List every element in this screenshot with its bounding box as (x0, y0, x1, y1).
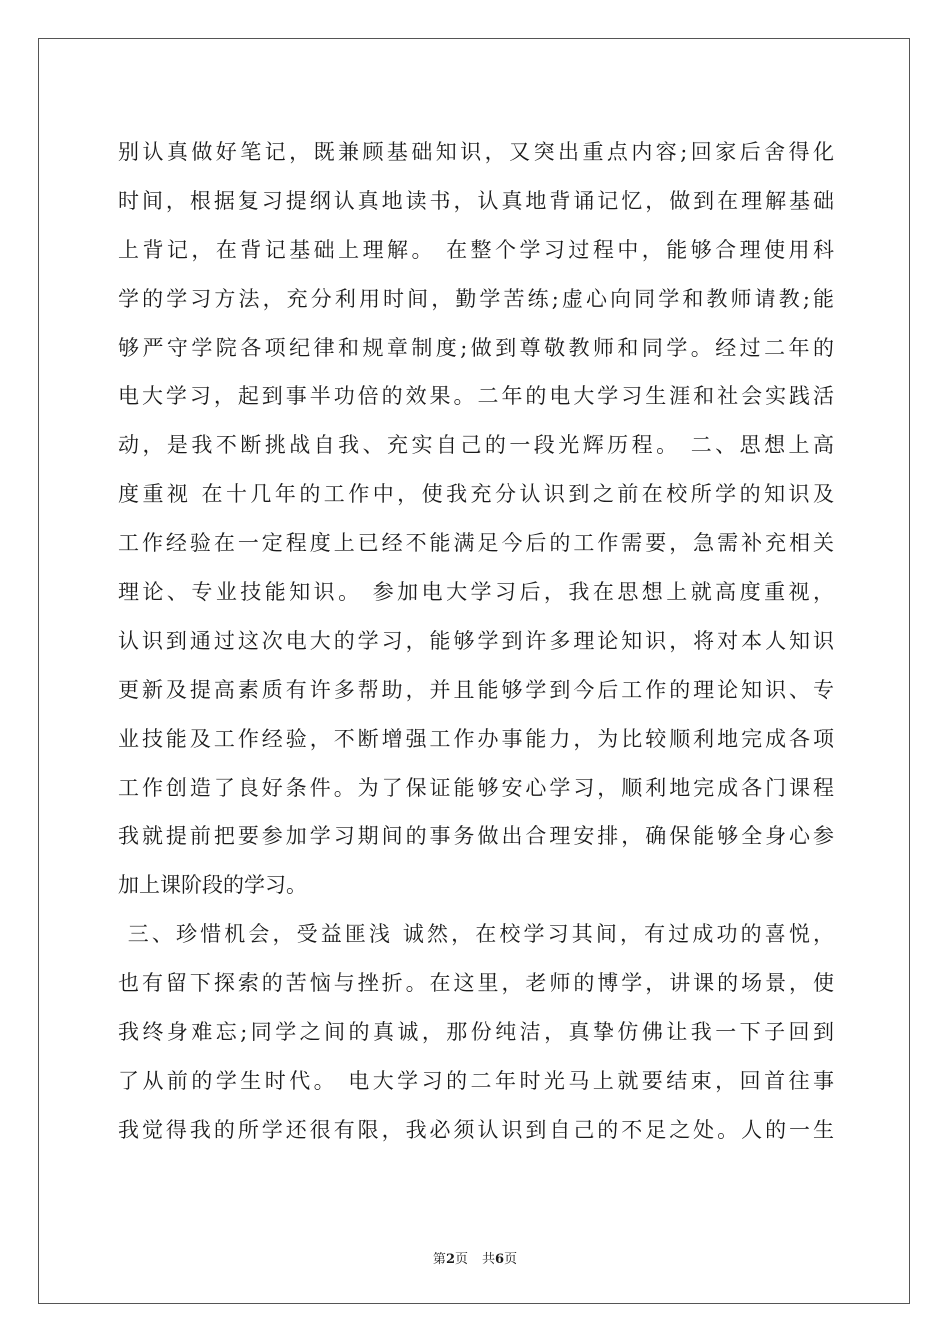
text-line-7: 动，是我不断挑战自我、充实自己的一段光辉历程。 二、思想上高 (118, 433, 834, 458)
text-line-1: 别认真做好笔记，既兼顾基础知识，又突出重点内容;回家后舍得化 (118, 140, 834, 164)
total-pages: 6 (495, 1252, 505, 1267)
text-line-9: 工作经验在一定程度上已经不能满足今后的工作需要，急需补充相关 (118, 531, 834, 556)
page-number: 2 (445, 1252, 455, 1267)
text-line-6: 电大学习，起到事半功倍的效果。二年的电大学习生涯和社会实践活 (118, 384, 834, 409)
text-line-16: 加上课阶段的学习。 (118, 873, 307, 898)
text-line-17: 三、珍惜机会，受益匪浅 诚然，在校学习其间，有过成功的喜悦， (118, 922, 834, 947)
total-suffix: 页 (504, 1252, 518, 1267)
text-line-18: 也有留下探索的苦恼与挫折。在这里，老师的博学，讲课的场景，使 (118, 971, 834, 996)
text-line-19: 我终身难忘;同学之间的真诚，那份纯洁，真挚仿佛让我一下子回到 (118, 1020, 834, 1045)
text-line-21: 我觉得我的所学还很有限，我必须认识到自己的不足之处。人的一生 (118, 1117, 834, 1142)
text-line-2: 时间，根据复习提纲认真地读书，认真地背诵记忆，做到在理解基础 (118, 188, 834, 213)
text-line-11: 认识到通过这次电大的学习，能够学到许多理论知识，将对本人知识 (118, 628, 834, 653)
text-line-10: 理论、专业技能知识。 参加电大学习后，我在思想上就高度重视， (118, 580, 834, 605)
page-suffix: 页 (454, 1252, 468, 1267)
text-line-5: 够严守学院各项纪律和规章制度;做到尊敬教师和同学。经过二年的 (118, 335, 834, 360)
text-line-4: 学的学习方法，充分利用时间，勤学苦练;虚心向同学和教师请教;能 (118, 286, 834, 311)
text-line-15: 我就提前把要参加学习期间的事务做出合理安排，确保能够全身心参 (118, 824, 834, 849)
total-prefix: 共 (482, 1252, 496, 1267)
text-line-14: 工作创造了良好条件。为了保证能够安心学习，顺利地完成各门课程 (118, 775, 834, 800)
page-prefix: 第 (432, 1252, 446, 1267)
text-line-20: 了从前的学生时代。 电大学习的二年时光马上就要结束，回首往事 (118, 1068, 834, 1093)
text-line-12: 更新及提高素质有许多帮助，并且能够学到今后工作的理论知识、专 (118, 677, 834, 702)
page-footer (0, 1248, 950, 1267)
text-line-8: 度重视 在十几年的工作中，使我充分认识到之前在校所学的知识及 (118, 482, 834, 507)
text-line-3: 上背记，在背记基础上理解。 在整个学习过程中，能够合理使用科 (118, 237, 834, 262)
text-line-13: 业技能及工作经验，不断增强工作办事能力，为比较顺利地完成各项 (118, 726, 834, 751)
document-body (118, 128, 834, 1155)
